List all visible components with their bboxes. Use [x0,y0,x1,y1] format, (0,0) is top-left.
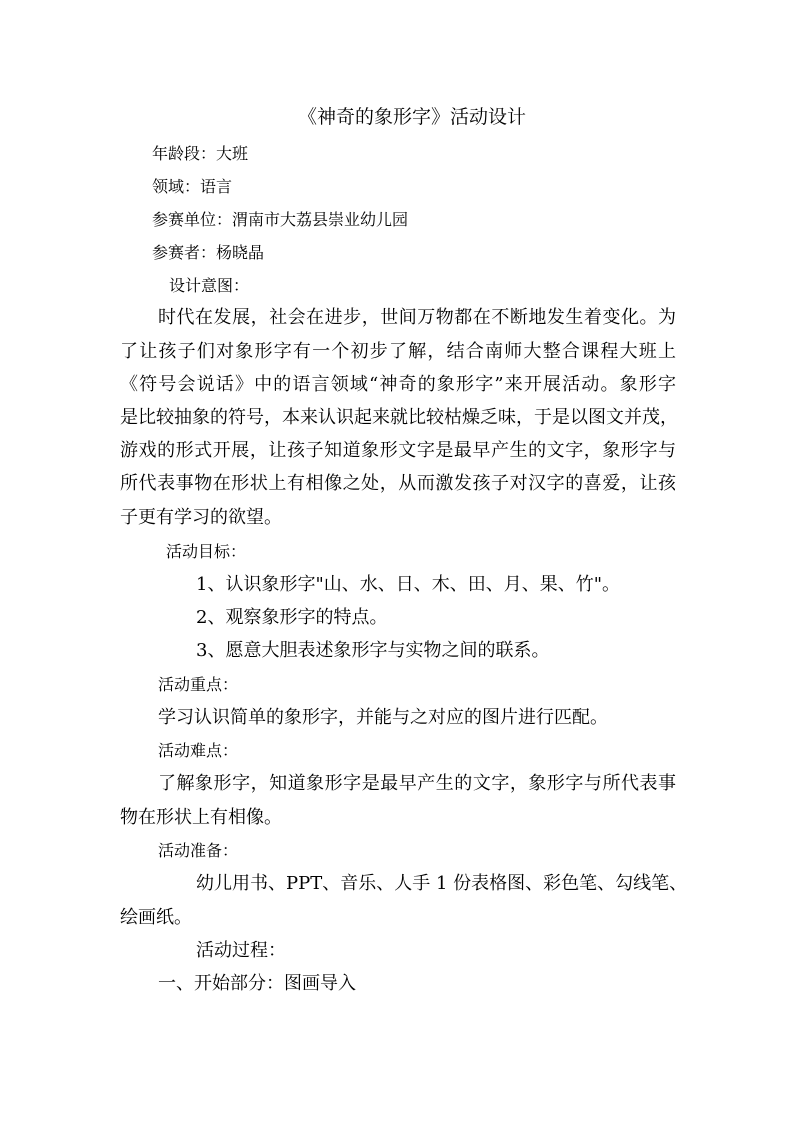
page-title: 《神奇的象形字》活动设计 [298,106,527,128]
design-intent-line-3: 《符号会说话》中的语言领域“神奇的象形字”来开展活动。象形字 [120,374,676,395]
preparation-line-1: 幼儿用书、PPT、音乐、人手 1 份表格图、彩色笔、勾线笔、 [196,873,688,894]
info-age-group: 年龄段：大班 [152,144,249,163]
design-intent-heading: 设计意图： [169,276,250,295]
info-unit: 参赛单位：渭南市大荔县崇业幼儿园 [152,210,409,229]
info-field: 领域：语言 [152,177,233,196]
key-point-text: 学习认识简单的象形字，并能与之对应的图片进行匹配。 [158,707,608,728]
difficulty-heading: 活动难点： [158,741,239,760]
design-intent-line-2: 了让孩子们对象形字有一个初步了解，结合南师大整合课程大班上 [120,341,676,362]
process-part-1: 一、开始部分：图画导入 [158,973,356,994]
goals-heading: 活动目标： [166,542,247,561]
difficulty-line-2: 物在形状上有相像。 [120,807,282,828]
design-intent-line-7: 子更有学习的欲望。 [120,507,282,528]
preparation-line-2: 绘画纸。 [120,907,192,928]
design-intent-line-6: 所代表事物在形状上有相像之处，从而激发孩子对汉字的喜爱，让孩 [120,473,676,494]
goal-item-3: 3、愿意大胆表述象形字与实物之间的联系。 [196,640,550,661]
goal-item-2: 2、观察象形字的特点。 [196,607,388,628]
info-participant: 参赛者：杨晓晶 [152,243,265,262]
key-point-heading: 活动重点： [158,675,239,694]
goal-item-1: 1、认识象形字"山、水、日、木、田、月、果、竹"。 [196,574,621,595]
process-heading: 活动过程： [196,940,286,961]
design-intent-line-5: 游戏的形式开展，让孩子知道象形文字是最早产生的文字，象形字与 [120,440,676,461]
difficulty-line-1: 了解象形字，知道象形字是最早产生的文字，象形字与所代表事 [158,773,676,794]
design-intent-line-1: 时代在发展，社会在进步，世间万物都在不断地发生着变化。为 [158,307,676,328]
design-intent-line-4: 是比较抽象的符号，本来认识起来就比较枯燥乏味，于是以图文并茂， [120,407,678,428]
preparation-heading: 活动准备： [158,841,239,860]
